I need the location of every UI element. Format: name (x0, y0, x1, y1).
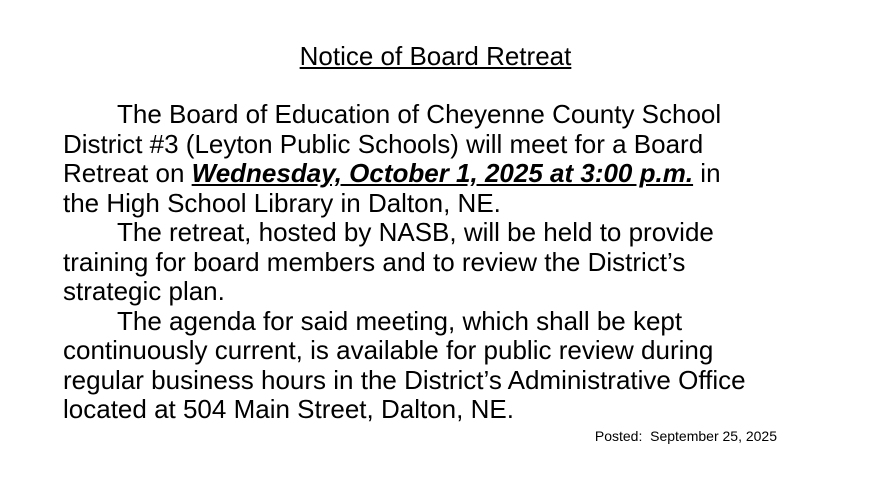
text-line: the High School Library in Dalton, NE. (63, 187, 501, 218)
text-line: District #3 (Leyton Public Schools) will meet for a Board (63, 128, 704, 159)
text-line: continuously current, is available for public review during (63, 335, 714, 365)
paragraph-board-meeting (63, 100, 830, 218)
text-line: regular business hours in the District’s Administrative Office (63, 364, 746, 395)
text-segment: in (693, 158, 721, 188)
text-line: The agenda for said meeting, which shall be kept (117, 305, 683, 336)
text-line: The Board of Education of Cheyenne County School (117, 99, 722, 129)
text-line: training for board members and to review the District’s (63, 246, 686, 277)
text-line: The retreat, hosted by NASB, will be held to provide (117, 217, 714, 247)
text-line: located at 504 Main Street, Dalton, NE. (63, 394, 514, 424)
text-line: strategic plan. (63, 276, 225, 306)
text-line (63, 159, 830, 189)
paragraph-retreat-purpose (63, 218, 830, 307)
paragraph-agenda-availability (63, 307, 830, 425)
document-title: Notice of Board Retreat (299, 41, 572, 71)
posted-date: Posted: September 25, 2025 (594, 427, 777, 444)
text-segment: Retreat on (63, 158, 192, 188)
meeting-datetime: Wednesday, October 1, 2025 at 3:00 p.m. (191, 158, 694, 188)
